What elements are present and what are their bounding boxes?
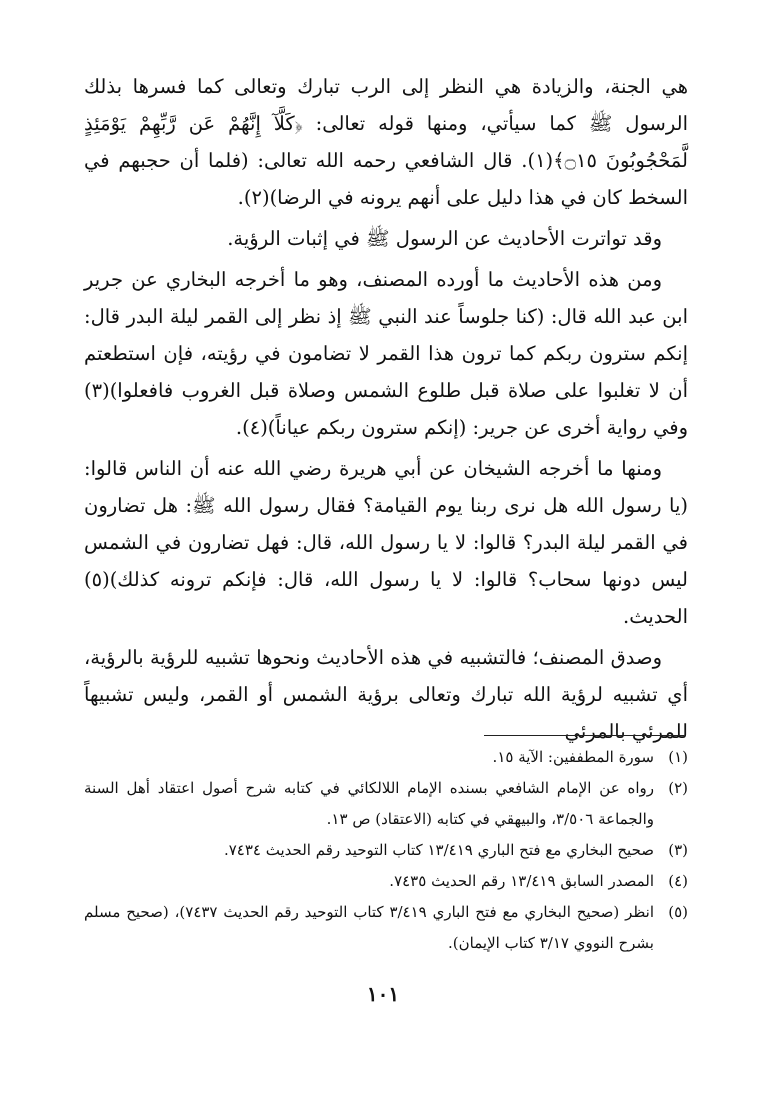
footnotes — [84, 742, 688, 959]
page-number: ١٠١ — [366, 982, 400, 1006]
footnote-text: رواه عن الإمام الشافعي بسنده الإمام اللالكائي في كتابه شرح أصول اعتقاد أهل السنة والجماعة ٣/٥٠٦، والبيهقي في كتابه (الاعتقاد) ص ١٣. — [84, 779, 654, 828]
footnote-text: انظر (صحيح البخاري مع فتح الباري ٣/٤١٩ كتاب التوحيد رقم الحديث ٧٤٣٧)، (صحيح مسلم بشرح النووي ٣/١٧ كتاب الإيمان). — [84, 903, 654, 952]
footnote-number: (١) — [668, 748, 688, 766]
footnote-text: صحيح البخاري مع فتح الباري ١٣/٤١٩ كتاب التوحيد رقم الحديث ٧٤٣٤. — [223, 841, 654, 859]
main-text — [84, 68, 688, 754]
footnote-number: (٢) — [668, 779, 688, 797]
footnote-text: المصدر السابق ١٣/٤١٩ رقم الحديث ٧٤٣٥. — [389, 872, 654, 890]
footnote-number: (٤) — [668, 872, 688, 890]
footnote-number: (٣) — [668, 841, 688, 859]
paragraph-5: وصدق المصنف؛ فالتشبيه في هذه الأحاديث ونحوها تشبيه للرؤية بالرؤية، أي تشبيه لرؤية الله تبارك وتعالى برؤية الشمس أو القمر، وليس تشبيهاً للمرئي بالمرئي — [84, 646, 688, 743]
footnote-divider — [484, 735, 684, 736]
footnote-5 — [84, 897, 688, 959]
paragraph-2: وقد تواترت الأحاديث عن الرسول ﷺ في إثبات الرؤية. — [227, 227, 662, 250]
paragraph-4: ومنها ما أخرجه الشيخان عن أبي هريرة رضي الله عنه أن الناس قالوا: (يا رسول الله هل نرى ربنا يوم القيامة؟ فقال رسول الله ﷺ: هل تضارون في القمر ليلة البدر؟ قالوا: لا يا رسول الله، قال: فهل تضارون في الشمس ليس دونها سحاب؟ قالوا: لا يا رسول الله، قال: فإنكم ترونه كذلك)(٥) الحديث. — [84, 457, 688, 628]
footnote-3 — [84, 835, 688, 866]
footnote-text: سورة المطففين: الآية ١٥. — [492, 748, 654, 766]
paragraph-1: هي الجنة، والزيادة هي النظر إلى الرب تبارك وتعالى كما فسرها بذلك الرسول ﷺ كما سيأتي، ومنها قوله تعالى: ﴿كَلَّآ إِنَّهُمْ عَن رَّبِّهِمْ يَوْمَئِذٍ لَّمَحْجُوبُونَ ۝١٥﴾(١). قال الشافعي رحمه الله تعالى: (فلما أن حجبهم في السخط كان في هذا دليل على أنهم يرونه في الرضا)(٢). — [84, 75, 689, 209]
paragraph-3: ومن هذه الأحاديث ما أورده المصنف، وهو ما أخرجه البخاري عن جرير ابن عبد الله قال: (كنا جلوساً عند النبي ﷺ إذ نظر إلى القمر ليلة البدر قال: إنكم سترون ربكم كما ترون هذا القمر لا تضامون في رؤيته، فإن استطعتم أن لا تغلبوا على صلاة قبل طلوع الشمس وصلاة قبل الغروب فافعلوا)(٣) وفي رواية أخرى عن جرير: (إنكم سترون ربكم عياناً)(٤). — [84, 268, 688, 439]
footnote-4 — [84, 866, 688, 897]
footnote-number: (٥) — [668, 903, 688, 921]
footnote-2 — [84, 773, 688, 835]
footnote-1 — [84, 742, 688, 773]
